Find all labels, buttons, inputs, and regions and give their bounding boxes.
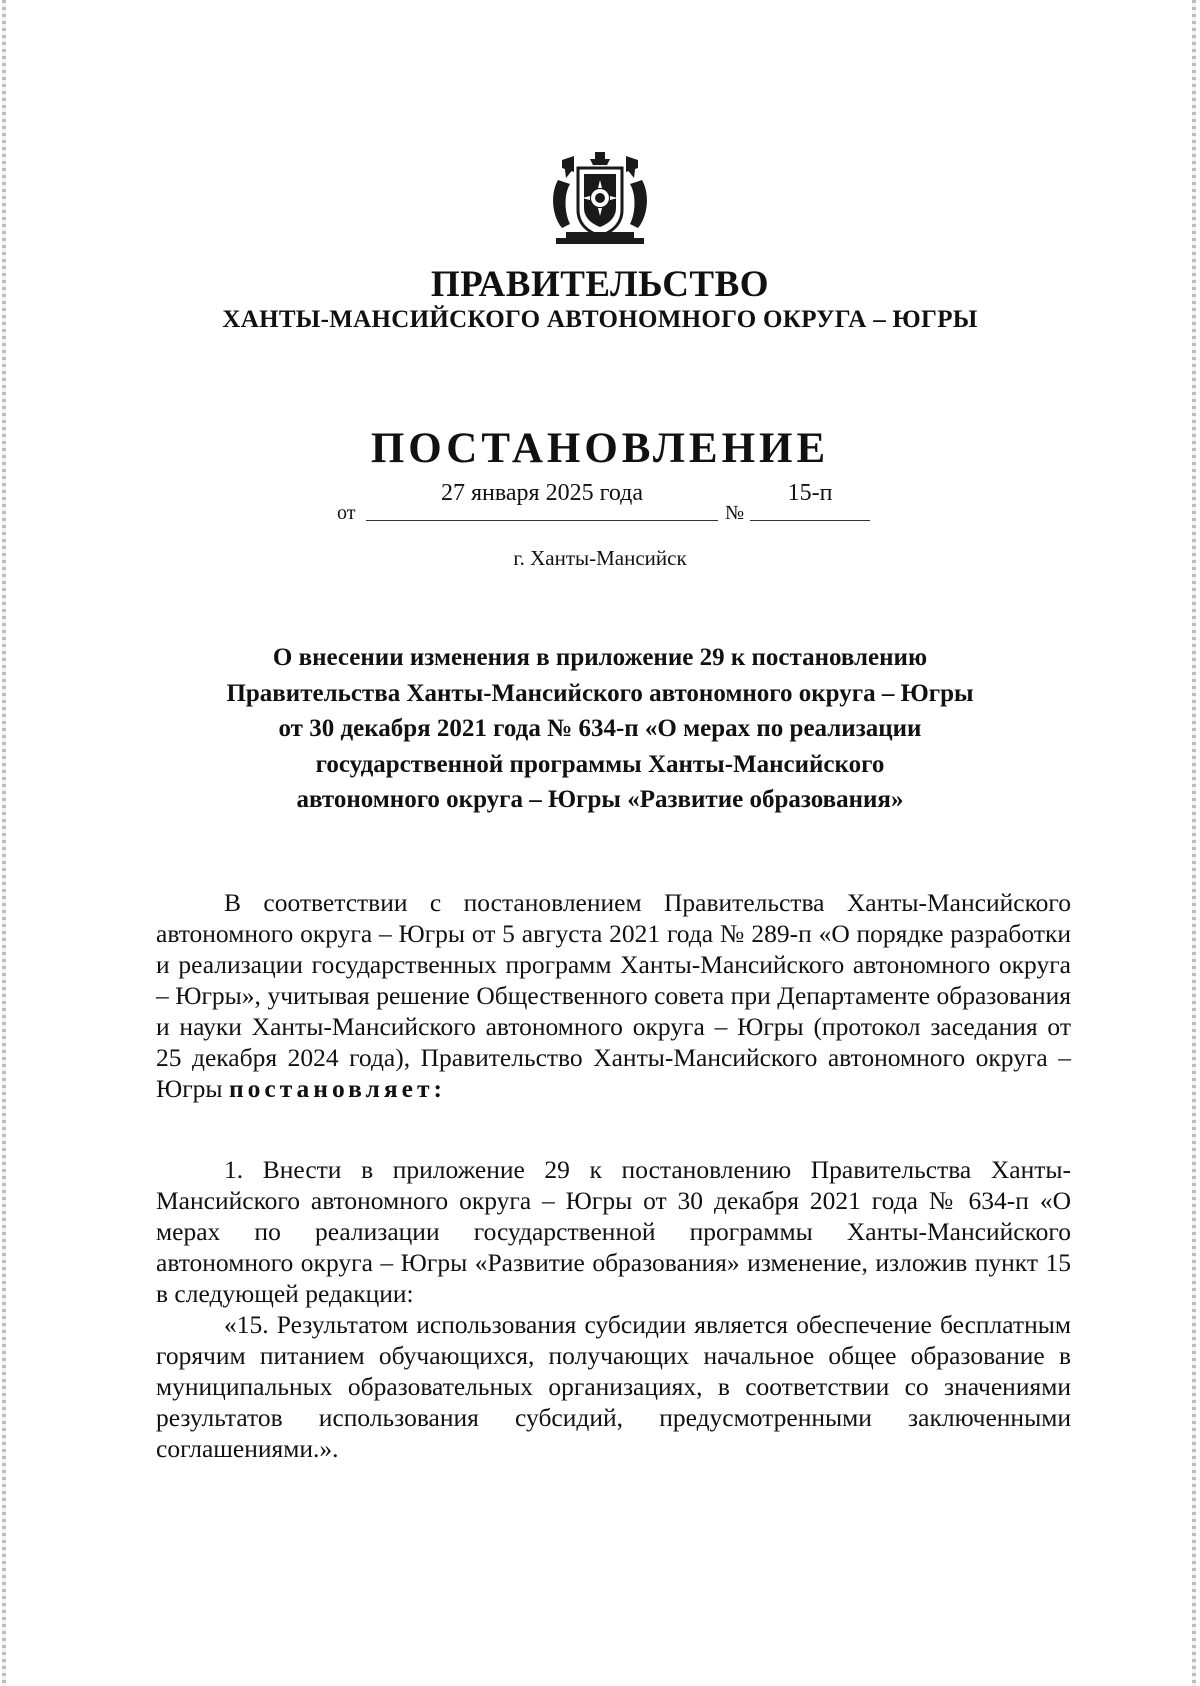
date-label: от (337, 502, 356, 524)
operative-block (156, 1154, 1071, 1464)
quoted-clause-15: «15. Результатом использования субсидии является обеспечение бесплатным горячим питанием обучающихся, получающих начальное общее образование в муниципальных образовательных организациях, в соответствии со значениями результатов использования субсидий, предусмотренными заключенными соглашениями.». (156, 1310, 1071, 1463)
coat-of-arms-icon (544, 150, 656, 246)
subject-title (150, 640, 1050, 818)
number-label: № (725, 502, 745, 524)
preamble-paragraph (156, 887, 1071, 1104)
date-value: 27 января 2025 года (366, 480, 718, 521)
scan-edge-right (1192, 0, 1196, 1686)
number-value: 15-п (750, 480, 870, 521)
city-line: г. Ханты-Мансийск (513, 546, 687, 570)
scan-edge-left (2, 0, 6, 1686)
document-type-title: ПОСТАНОВЛЕНИЕ (370, 425, 830, 472)
org-name-line2: ХАНТЫ-МАНСИЙСКОГО АВТОНОМНОГО ОКРУГА – ЮГРЫ (222, 306, 978, 333)
org-name-line1: ПРАВИТЕЛЬСТВО (430, 264, 770, 305)
preamble-block (156, 887, 1071, 1104)
preamble-text: В соответствии с постановлением Правительства Ханты-Мансийского автономного округа – Югры от 5 августа 2021 года № 289-п «О порядке разработки и реализации государственных программ Ханты-Мансийского автономного округа – Югры», учитывая решение Общественного совета при Департаменте образования и науки Ханты-Мансийского автономного округа – Югры (протокол заседания от 25 декабря 2024 года), Правительство Ханты-Мансийского автономного округа – Югры (156, 888, 1071, 1103)
subject-line: государственной программы Ханты-Мансийского (315, 750, 885, 778)
subject-line: автономного округа – Югры «Развитие образования» (296, 786, 904, 813)
item-1-paragraph: 1. Внести в приложение 29 к постановлению Правительства Ханты-Мансийского автономного округа – Югры от 30 декабря 2021 года № 634-п «О мерах по реализации государственной программы Ханты-Мансийского автономного округа – Югры «Развитие образования» изменение, изложив пункт 15 в следующей редакции: (156, 1155, 1071, 1308)
subject-line: Правительства Ханты-Мансийского автономного округа – Югры (226, 679, 974, 707)
enacting-verb: постановляет: (228, 1074, 446, 1103)
subject-line: от 30 декабря 2021 года № 634-п «О мерах по реализации (278, 715, 922, 742)
date-number-row (0, 480, 1200, 530)
subject-line: О внесении изменения в приложение 29 к постановлению (272, 644, 928, 671)
